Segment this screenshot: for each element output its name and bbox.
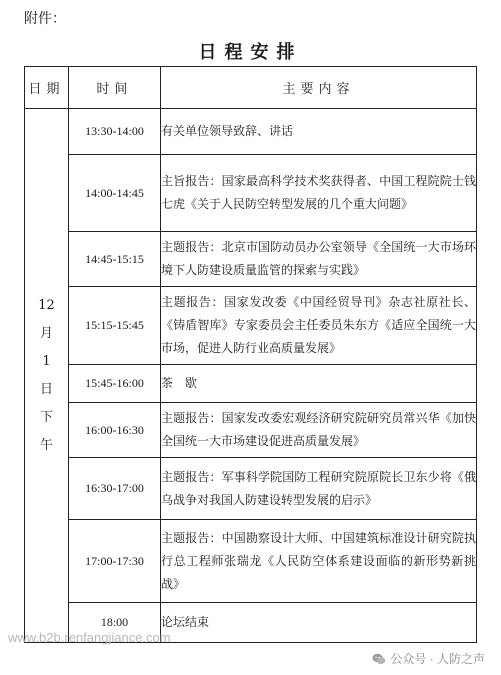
- time-cell: 13:30-14:00: [69, 109, 161, 155]
- table-row: [25, 365, 477, 403]
- time-cell: 15:45-16:00: [69, 365, 161, 403]
- time-cell: 15:15-15:45: [69, 287, 161, 365]
- table-header-row: [25, 67, 477, 109]
- time-cell: 18:00: [69, 603, 161, 643]
- content-cell: 主题报告：中国勘察设计大师、中国建筑标准设计研究院执行总工程师张瑞龙《人民防空体系建设面临的新形势新挑战》: [161, 520, 477, 603]
- table-row: [25, 232, 477, 287]
- attachment-label: 附件：: [24, 11, 66, 27]
- content-cell: 有关单位领导致辞、讲话: [161, 109, 477, 155]
- table-row: [25, 403, 477, 458]
- date-text: 1: [42, 353, 51, 369]
- column-header-time: 时间: [69, 67, 161, 109]
- content-cell: 主题报告：军事科学院国防工程研究院原院长卫东少将《俄乌战争对我国人防建设转型发展的启示》: [161, 458, 477, 520]
- table-row: [25, 458, 477, 520]
- time-cell: 16:00-16:30: [69, 403, 161, 458]
- page-title: 日程安排: [198, 42, 303, 63]
- schedule-table: [24, 66, 477, 643]
- content-cell: 主题报告：北京市国防动员办公室领导《全国统一大市场环境下人防建设质量监管的探索与实践》: [161, 232, 477, 287]
- content-cell: 主题报告：国家发改委宏观经济研究院研究员常兴华《加快全国统一大市场建设促进高质量发展》: [161, 403, 477, 458]
- date-cell: [25, 109, 69, 643]
- table-row: [25, 109, 477, 155]
- date-text: 12: [38, 297, 55, 313]
- table-row: [25, 520, 477, 603]
- time-cell: 17:00-17:30: [69, 520, 161, 603]
- time-cell: 14:00-14:45: [69, 155, 161, 232]
- wechat-icon: [372, 652, 386, 666]
- content-cell: 论坛结束: [161, 603, 477, 643]
- table-row: [25, 287, 477, 365]
- account-watermark-text: 公众号 · 人防之声: [390, 652, 485, 666]
- content-cell: 主旨报告：国家最高科学技术奖获得者、中国工程院院士钱七虎《关于人民防空转型发展的几个重大问题》: [161, 155, 477, 232]
- column-header-content: 主要内容: [161, 67, 477, 109]
- column-header-date: 日期: [25, 67, 69, 109]
- date-text: 下: [39, 409, 53, 425]
- date-text: 月: [39, 325, 53, 341]
- site-watermark: www.b2b.renfangjiance.com: [8, 630, 171, 645]
- time-cell: 14:45-15:15: [69, 232, 161, 287]
- time-cell: 16:30-17:00: [69, 458, 161, 520]
- content-cell: 主题报告：国家发改委《中国经贸导刊》杂志社原社长、《铸盾智库》专家委员会主任委员朱东方《适应全国统一大市场，促进人防行业高质量发展》: [161, 287, 477, 365]
- table-row: [25, 155, 477, 232]
- date-text: 日: [39, 381, 53, 397]
- account-watermark: [372, 650, 485, 667]
- content-cell: 茶 歇: [161, 365, 477, 403]
- date-text: 午: [39, 437, 53, 453]
